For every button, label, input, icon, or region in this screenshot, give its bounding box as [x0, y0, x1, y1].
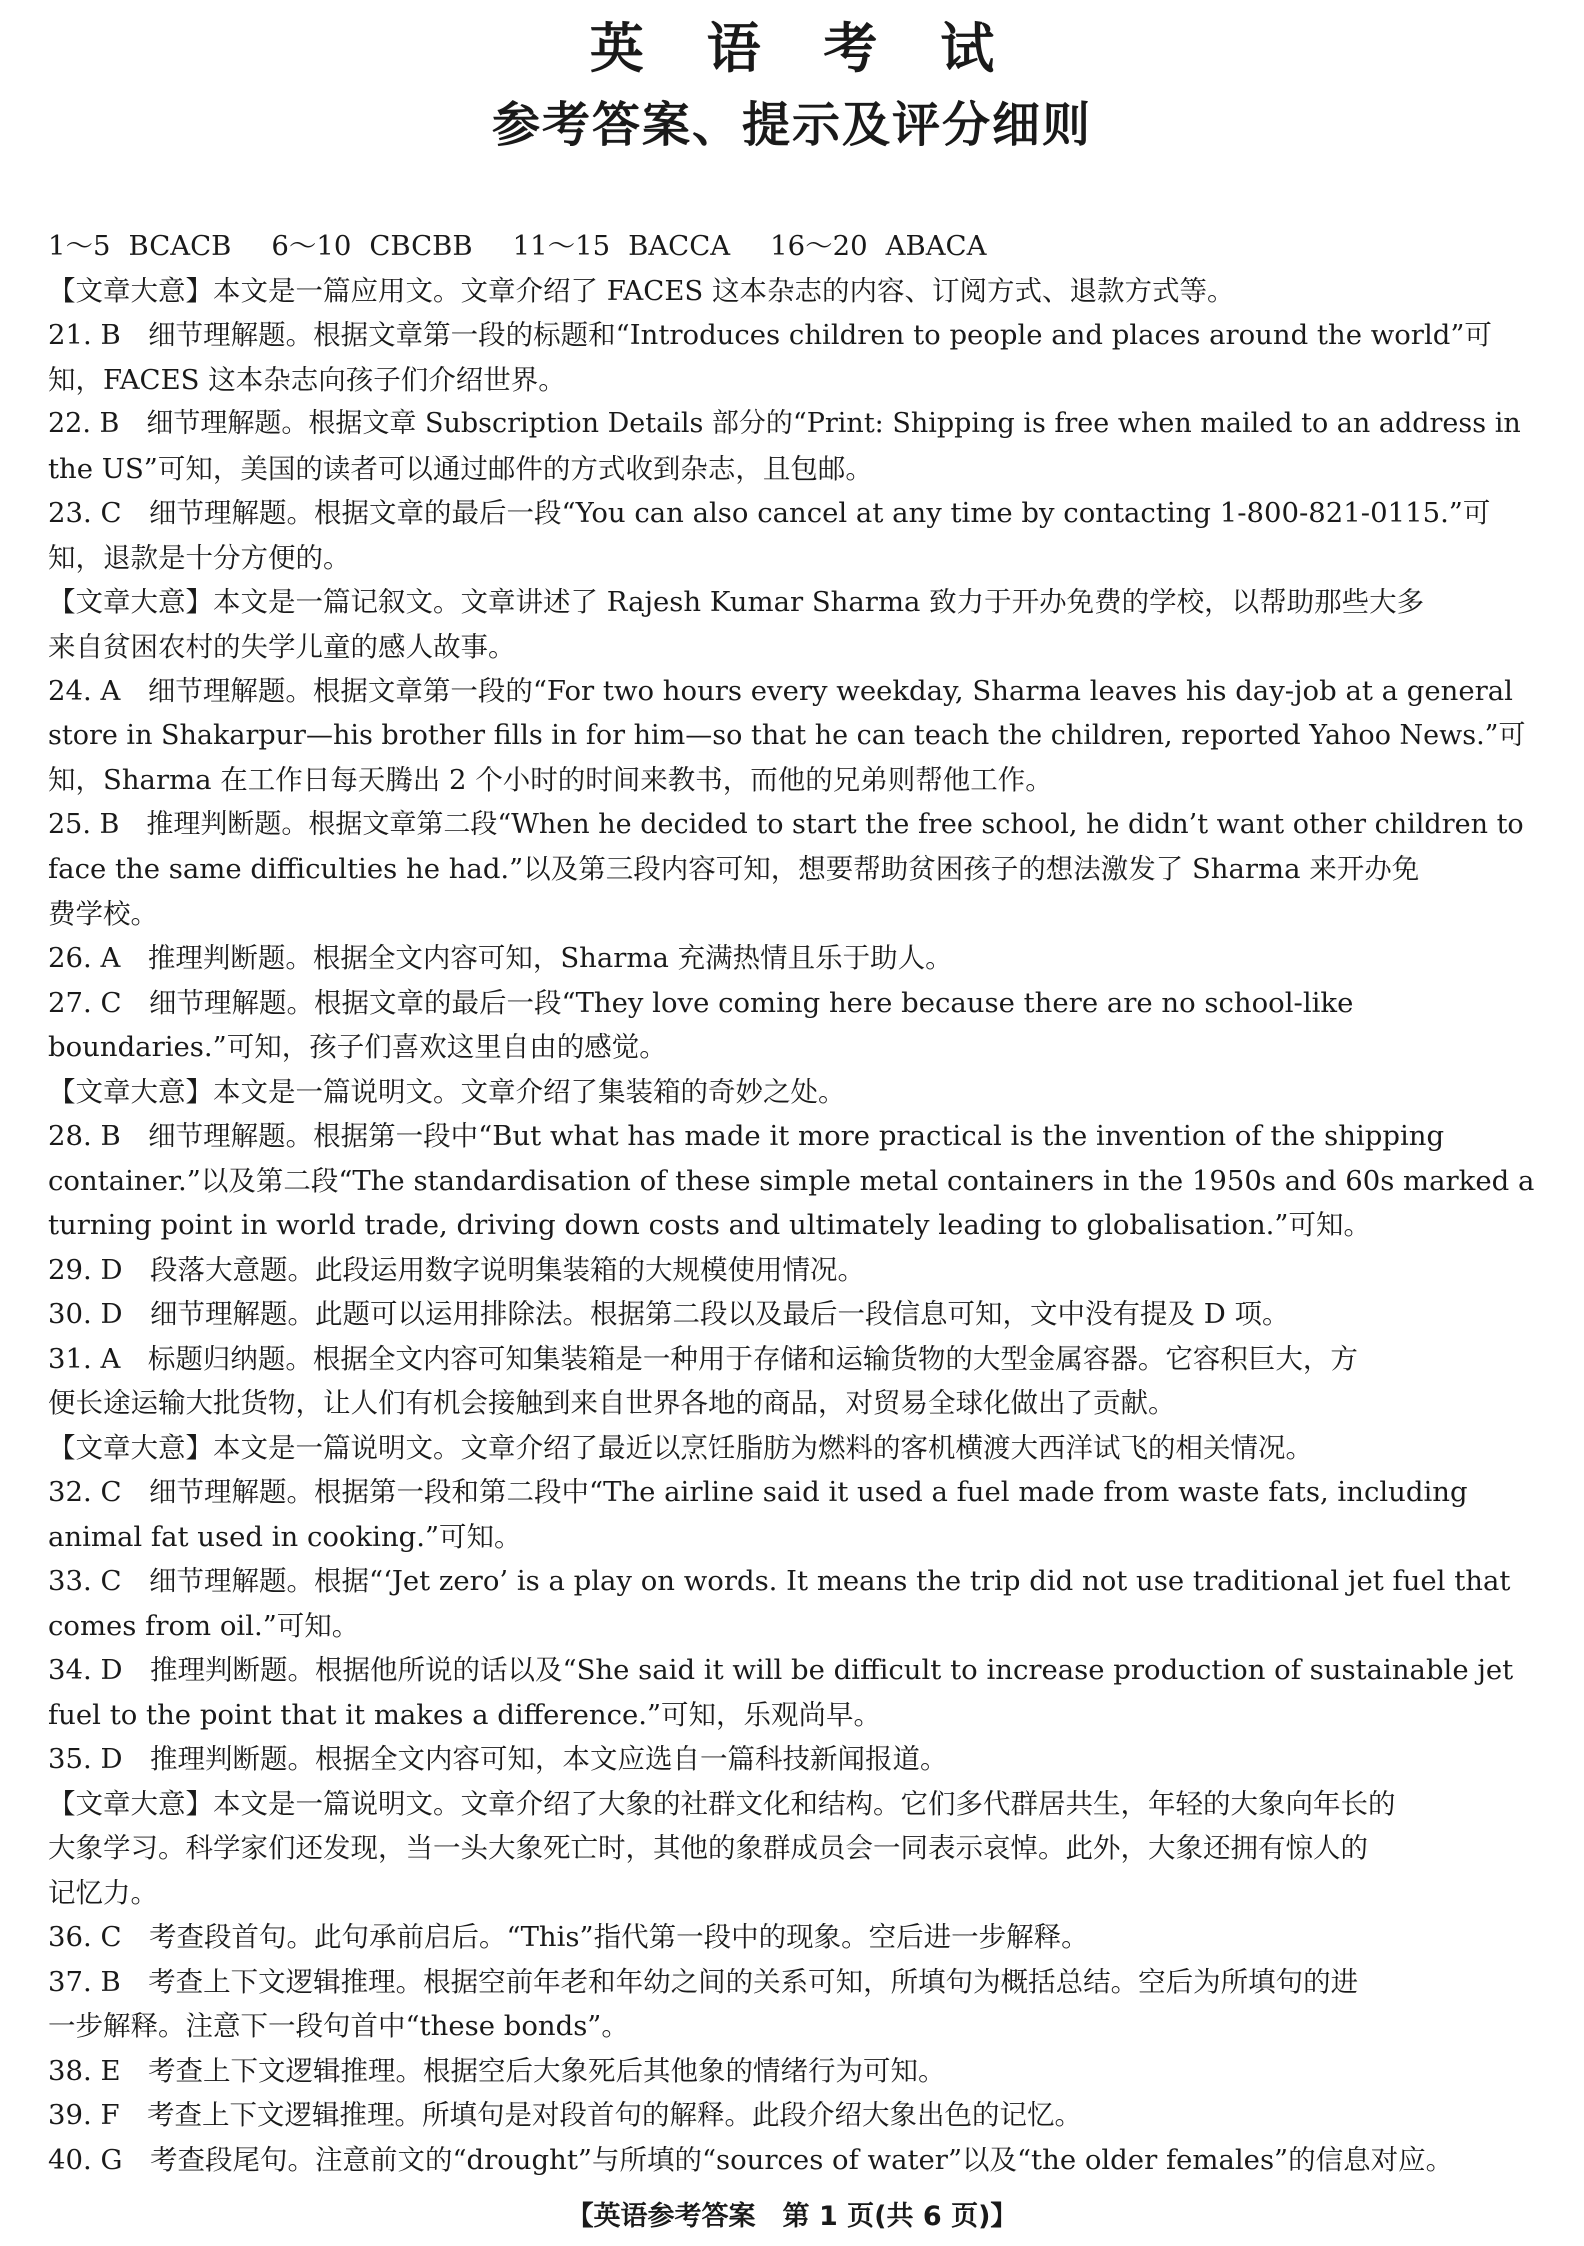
- explanation-continuation: 一步解释。注意下一段句首中“these bonds”。: [48, 2010, 629, 2042]
- question-explanation: 25. B 推理判断题。根据文章第二段“When he decided to start the free school, he didn’t want other children to: [48, 808, 1524, 840]
- passage-summary: 【文章大意】本文是一篇记叙文。文章讲述了 Rajesh Kumar Sharma 致力于开办免费的学校，以帮助那些大多: [48, 586, 1425, 618]
- question-explanation: 33. C 细节理解题。根据“‘Jet zero’ is a play on words. It means the trip did not use traditional jet fuel that: [48, 1565, 1511, 1597]
- question-explanation: 27. C 细节理解题。根据文章的最后一段“They love coming here because there are no school-like: [48, 986, 1354, 1019]
- document-subtitle: 参考答案、提示及评分细则: [491, 97, 1092, 153]
- explanation-continuation: 便长途运输大批货物，让人们有机会接触到来自世界各地的商品，对贸易全球化做出了贡献。: [48, 1387, 1176, 1419]
- question-explanation: 22. B 细节理解题。根据文章 Subscription Details 部分的“Print: Shipping is free when mailed to an address in: [48, 408, 1521, 439]
- question-explanation: 35. D 推理判断题。根据全文内容可知，本文应选自一篇科技新闻报道。: [48, 1743, 948, 1775]
- document-title: 英 语 考 试: [589, 17, 1017, 80]
- question-explanation: 38. E 考查上下文逻辑推理。根据空后大象死后其他象的情绪行为可知。: [48, 2054, 946, 2087]
- page-footer: 【英语参考答案 第 1 页(共 6 页)】: [566, 2201, 1018, 2232]
- explanation-continuation: 知，退款是十分方便的。: [48, 541, 351, 574]
- explanation-continuation: face the same difficulties he had.”以及第三段内容可知，想要帮助贫困孩子的想法激发了 Sharma 来开办免: [48, 853, 1420, 885]
- question-explanation: 23. C 细节理解题。根据文章的最后一段“You can also cancel at any time by contacting 1-800-821-0115.”可: [48, 497, 1491, 529]
- question-explanation: 26. A 推理判断题。根据全文内容可知，Sharma 充满热情且乐于助人。: [48, 942, 953, 974]
- summary-continuation: 来自贫困农村的失学儿童的感人故事。: [48, 630, 516, 663]
- explanation-continuation: store in Shakarpur—his brother fills in for him—so that he can teach the children, reported Yahoo News.”可: [48, 719, 1526, 751]
- answer-range: 11～15: [512, 230, 611, 262]
- question-explanation: 28. B 细节理解题。根据第一段中“But what has made it more practical is the invention of the shipping: [48, 1120, 1445, 1152]
- answer-letters: BCACB: [128, 230, 232, 262]
- explanation-continuation: animal fat used in cooking.”可知。: [48, 1520, 522, 1553]
- passage-summary: 【文章大意】本文是一篇应用文。文章介绍了 FACES 这本杂志的内容、订阅方式、退款方式等。: [48, 274, 1235, 307]
- answer-range: 16～20: [770, 230, 868, 262]
- explanation-continuation: 知，Sharma 在工作日每天腾出 2 个小时的时间来教书，而他的兄弟则帮他工作。: [48, 764, 1053, 796]
- explanation-continuation: comes from oil.”可知。: [48, 1609, 360, 1642]
- question-explanation: 24. A 细节理解题。根据文章第一段的“For two hours every weekday, Sharma leaves his day-job at a general: [48, 675, 1513, 707]
- explanation-continuation: 知，FACES 这本杂志向孩子们介绍世界。: [48, 363, 566, 396]
- answer-letters: BACCA: [628, 230, 731, 262]
- answer-letters: CBCBB: [369, 230, 473, 262]
- explanation-continuation: container.”以及第二段“The standardisation of these simple metal containers in the 1950s and 60s marked a: [48, 1164, 1535, 1197]
- question-explanation: 21. B 细节理解题。根据文章第一段的标题和“Introduces children to people and places around the world”可: [48, 319, 1492, 351]
- summary-continuation: 记忆力。: [48, 1876, 158, 1909]
- passage-summary: 【文章大意】本文是一篇说明文。文章介绍了大象的社群文化和结构。它们多代群居共生，年轻的大象向年长的: [48, 1787, 1396, 1820]
- question-explanation: 31. A 标题归纳题。根据全文内容可知集装箱是一种用于存储和运输货物的大型金属容器。它容积巨大，方: [48, 1342, 1358, 1375]
- question-explanation: 29. D 段落大意题。此段运用数字说明集装箱的大规模使用情况。: [48, 1253, 866, 1286]
- passage-summary: 【文章大意】本文是一篇说明文。文章介绍了集装箱的奇妙之处。: [48, 1075, 846, 1108]
- explanation-continuation: boundaries.”可知，孩子们喜欢这里自由的感觉。: [48, 1031, 667, 1063]
- question-explanation: 30. D 细节理解题。此题可以运用排除法。根据第二段以及最后一段信息可知，文中没有提及 D 项。: [48, 1298, 1290, 1330]
- explanation-continuation: 费学校。: [48, 897, 158, 930]
- question-explanation: 36. C 考查段首句。此句承前启后。“This”指代第一段中的现象。空后进一步解释。: [48, 1921, 1089, 1953]
- answer-letters: ABACA: [885, 230, 987, 262]
- question-explanation: 40. G 考查段尾句。注意前文的“drought”与所填的“sources of water”以及“the older females”的信息对应。: [48, 2143, 1454, 2176]
- answer-range: 6～10: [271, 230, 352, 262]
- question-explanation: 39. F 考查上下文逻辑推理。所填句是对段首句的解释。此段介绍大象出色的记忆。: [48, 2099, 1083, 2131]
- answer-key-row: [48, 224, 1538, 269]
- question-explanation: 34. D 推理判断题。根据他所说的话以及“She said it will be difficult to increase production of sustainable jet: [48, 1654, 1514, 1686]
- explanation-continuation: the US”可知，美国的读者可以通过邮件的方式收到杂志，且包邮。: [48, 452, 873, 485]
- summary-continuation: 大象学习。科学家们还发现，当一头大象死亡时，其他的象群成员会一同表示哀悼。此外，大象还拥有惊人的: [48, 1832, 1368, 1864]
- explanation-continuation: turning point in world trade, driving down costs and ultimately leading to globalisation.”可知。: [48, 1209, 1371, 1241]
- answer-range: 1～5: [48, 230, 111, 262]
- explanation-continuation: fuel to the point that it makes a difference.”可知，乐观尚早。: [48, 1698, 882, 1731]
- answer-content: [48, 224, 1538, 2182]
- passage-summary: 【文章大意】本文是一篇说明文。文章介绍了最近以烹饪脂肪为燃料的客机横渡大西洋试飞的相关情况。: [48, 1431, 1313, 1464]
- question-explanation: 37. B 考查上下文逻辑推理。根据空前年老和年幼之间的关系可知，所填句为概括总结。空后为所填句的进: [48, 1965, 1359, 1998]
- question-explanation: 32. C 细节理解题。根据第一段和第二段中“The airline said it used a fuel made from waste fats, including: [48, 1476, 1468, 1508]
